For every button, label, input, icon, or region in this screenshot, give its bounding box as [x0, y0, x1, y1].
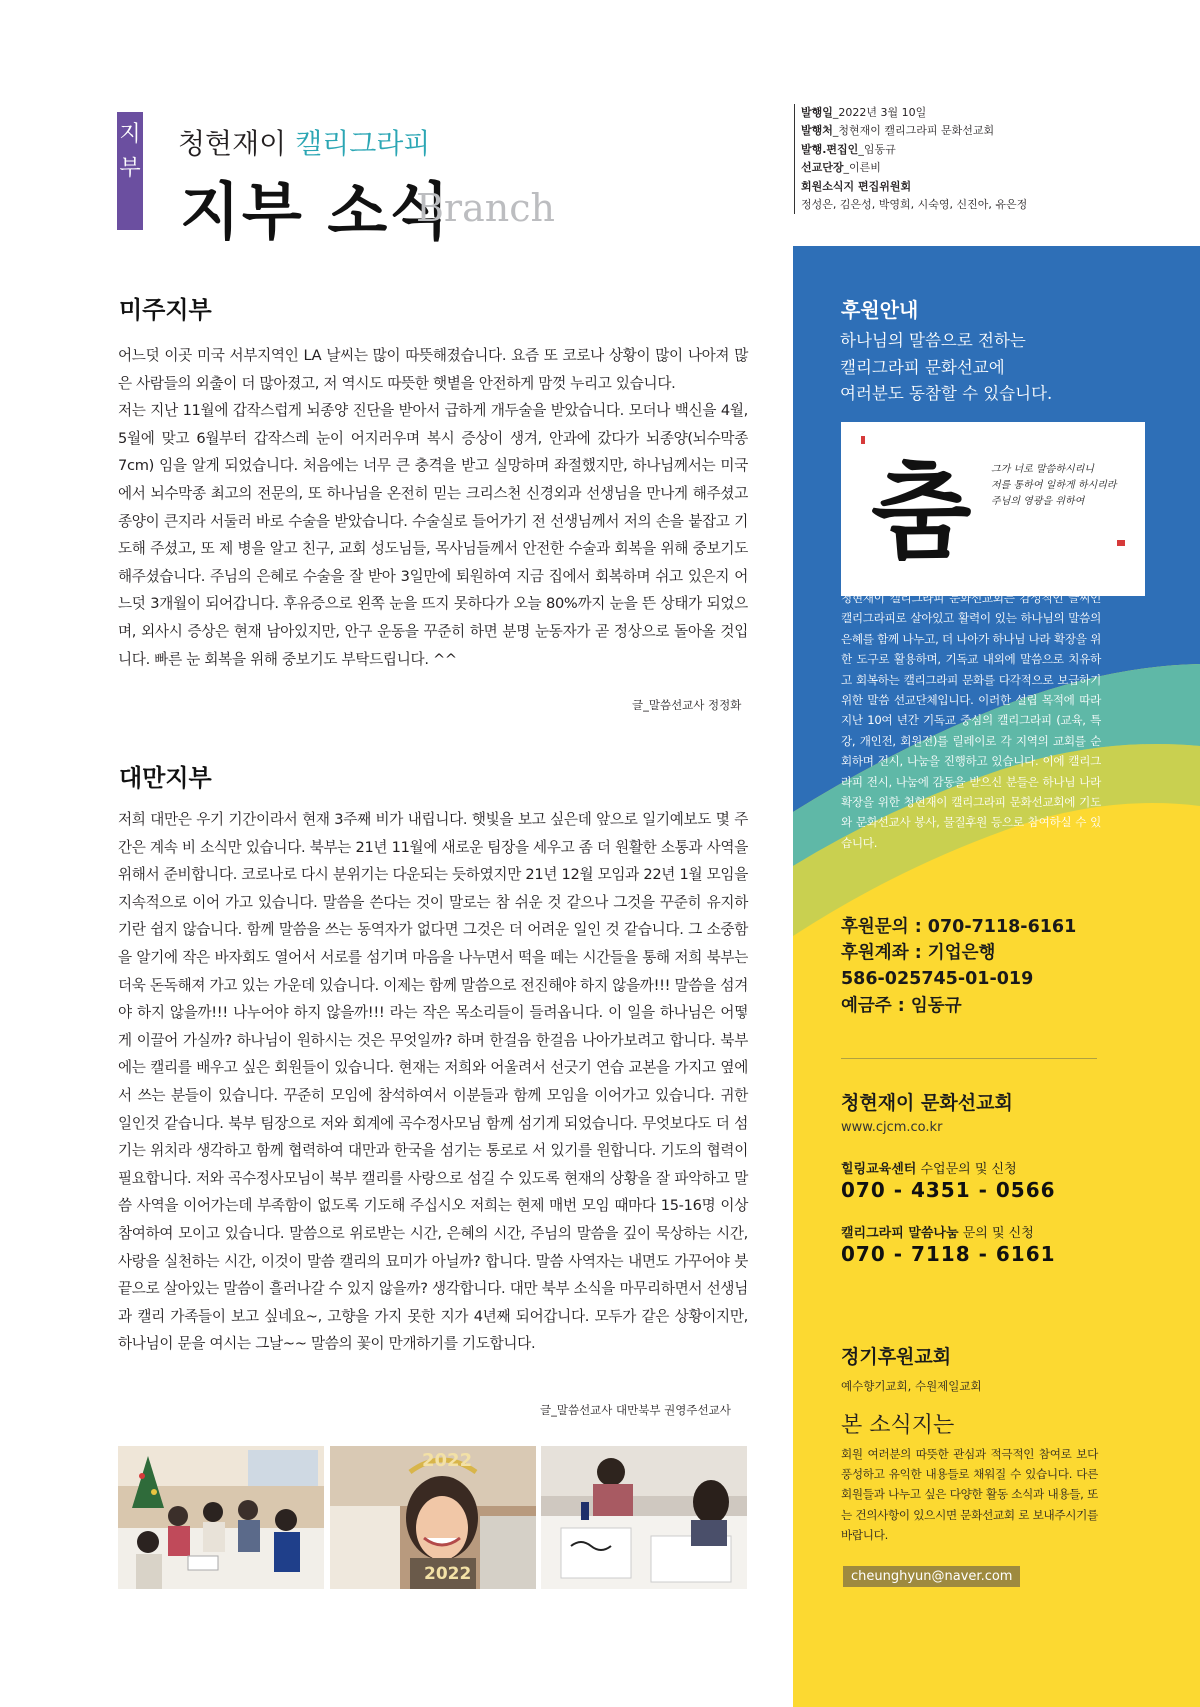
page-title: 지부 소식	[180, 175, 452, 248]
badge-top-char: 지	[119, 122, 141, 147]
healing-center-phone[interactable]: 070 - 4351 - 0566	[841, 1178, 1056, 1202]
contact-line: 예금주 : 임동규	[841, 995, 962, 1016]
header-subtitle	[178, 122, 430, 162]
colophon-committee-members: 정성은, 김은성, 박영희, 시숙영, 신진아, 유은정	[801, 198, 1028, 212]
org-url[interactable]: www.cjcm.co.kr	[841, 1120, 943, 1135]
us-branch-paragraph: 어느덧 이곳 미국 서부지역인 LA 날씨는 많이 따뜻해졌습니다. 요즘 또 코로나 상황이 많이 나아져 많은 사람들의 외출이 더 많아졌고, 저 역시도 따뜻한 햇볕을 안전하게 맘껏 누리고 있습니다.	[118, 347, 748, 392]
org-name: 청현재이 문화선교회	[841, 1092, 1013, 1114]
support-title: 후원안내	[841, 298, 919, 322]
support-intro	[840, 328, 1160, 408]
calligraphy-main-glyph: 춤	[871, 450, 972, 573]
colophon-publisher: 발행처_청현재이 캘리그라피 문화선교회	[801, 124, 995, 138]
newsletter-note-text: 회원 여러분의 따뜻한 관심과 적극적인 참여로 보다 풍성하고 유익한 내용들로 채워질 수 있습니다. 다른회원들과 나누고 싶은 다양한 활동 소식과 내용들, 또는 건의사항이 있으시면 문화선교회 로 보내주시기를 바랍니다.	[841, 1447, 1098, 1542]
sponsor-churches-title: 정기후원교회	[841, 1346, 952, 1368]
support-intro-line: 하나님의 말씀으로 전하는	[840, 331, 1026, 350]
panel-content	[793, 246, 1200, 1707]
colophon-date: 발행일_2022년 3월 10일	[801, 106, 927, 119]
branch-badge	[117, 112, 143, 230]
contact-line: 후원문의 : 070-7118-6161	[841, 917, 1077, 937]
colophon-leader: 선교단장_이른비	[801, 161, 881, 175]
colophon-committee-label: 회원소식지 편집위원회	[801, 179, 912, 193]
calligraphy-seal-mark	[861, 436, 865, 444]
tw-branch-title: 대만지부	[119, 764, 212, 792]
tw-branch-paragraph: 저희 대만은 우기 기간이라서 현재 3주째 비가 내립니다. 햇빛을 보고 싶은데 앞으로 일기예보도 몇 주간은 계속 비 소식만 있습니다. 북부는 21년 11월에 새로운 팀장을 세우고 좀 더 원활한 소통과 사역을 위해서 준비합니다. 코로나로 다시 분위기는 다운되는 듯하였지만 21년 12월 모임과 22년 1월 모임을 지속적으로 이어 가고 있습니다. 말씀을 쓴다는 것이 말로는 참 쉬운 것 같으나 그것을 꾸준히 유지하기란 쉽지 않습니다. 함께 말씀을 쓰는 동역자가 없다면 그것은 더 어려운 일인 것 같습니다. 그 소중함을 알기에 작은 바자회도 열어서 서로를 섬기며 마음을 나누면서 떡을 떼는 시간들을 통해 저희 북부는 더욱 돈독해져 가고 있는 가운데 있습니다. 이제는 함께 말씀으로 전진해야 하지 않을까!!! 말씀을 섬겨야 하지 않을까!!! 나누어야 하지 않을까!!! 라는 작은 목소리들이 들려옵니다. 이 일을 하나님은 어떻게 이끌어 가실까? 하나님이 원하시는 것은 무엇일까? 하며 한걸음 한걸음 나아가보려고 합니다. 북부에는 캘리를 배우고 싶은 회원들이 있습니다. 현재는 저희와 어울려서 선긋기 연습 교본을 가지고 옆에서 쓰는 분들이 있습니다. 꾸준히 모임에 참석하여서 이분들과 함께 모임을 이어가고 있습니다. 귀한 일인것 같습니다. 북부 팀장으로 저와 회계에 곡수정사모님 함께 섬기게 되었습니다. 무엇보다도 더 섬기는 위치라 생각하고 함께 협력하여 대만과 한국을 섬기는 통로로 서 있기를 원합니다. 기도의 협력이 필요합니다. 저와 곡수정사모님이 북부 캘리를 사랑으로 섬길 수 있도록 현재의 상황을 잘 파악하고 말씀 사역을 이어가는데 부족함이 없도록 기도해 주십시오 저희는 현제 매번 모임 때마다 15-16명 이상 참여하여 모이고 있습니다. 말씀으로 위로받는 시간, 은혜의 시간, 주님의 말씀을 깊이 묵상하는 시간, 사랑을 실천하는 시간, 이것이 말씀 캘리의 묘미가 아닐까? 합니다. 말씀 사역자는 내면도 가꾸어야 붓끝으로 살아있는 말씀이 흘러나갈 수 있지 않을까? 생각합니다. 대만 북부 소식을 마무리하면서 선생님과 캘리 가족들이 보고 싶네요~, 고향을 가지 못한 지가 4년째 되어갑니다. 모두가 같은 상황이지만, 하나님이 문을 여시는 그날~~ 말씀의 꽃이 만개하기를 기도합니다.	[118, 811, 748, 1353]
photo-selfie	[330, 1446, 536, 1589]
support-intro-line: 여러분도 동참할 수 있습니다.	[840, 384, 1053, 403]
header-subtitle-prefix: 청현재이	[178, 127, 296, 160]
support-description: 청현재이 캘리그라피 문화선교회는 감성적인 글씨인 캘리그라피로 살아있고 활력이 있는 하나님의 말씀의 은혜를 함께 나누고, 더 나아가 하나님 나라 확장을 위한 도구로 활용하며, 기독교 내외에 말씀으로 치유하고 회복하는 캘리그라피 문화를 다각적으로 보급하기 위한 말씀 선교단체입니다. 이러한 설립 목적에 따라 지난 10여 년간 기독교 중심의 캘리그라피 (교육, 특강, 개인전, 회원전)를 릴레이로 각 지역의 교회를 순회하며 전시, 나눔을 진행하고 있습니다. 이에 캘리그라피 전시, 나눔에 감동을 받으신 분들은 하나님 나라 확장을 위한 청현재이 캘리그라피 문화선교회에 기도와 문화선교사 봉사, 물질후원 등으로 참여하실 수 있습니다.	[841, 591, 1101, 850]
calligraphy-artwork	[841, 422, 1145, 596]
photo-writing-practice	[541, 1446, 747, 1589]
newsletter-note-title: 본 소식지는	[841, 1413, 955, 1438]
badge-bottom-char: 부	[119, 156, 141, 181]
photo-badge-top: 2022	[422, 1450, 473, 1471]
header-subtitle-accent: 캘리그라피	[295, 127, 431, 160]
calligraphy-stamp	[1117, 540, 1125, 546]
support-panel	[793, 246, 1200, 1707]
support-contact	[841, 914, 1076, 1019]
calligraphy-class-phone[interactable]: 070 - 7118 - 6161	[841, 1242, 1056, 1266]
healing-center-label: 힐링교육센터 수업문의 및 신청	[841, 1162, 1017, 1177]
tw-branch-body	[118, 806, 748, 1358]
colophon	[794, 104, 1174, 214]
page-title-english: Branch	[416, 186, 555, 230]
colophon-editor: 발행.편집인_임동규	[801, 142, 896, 156]
contact-email[interactable]: cheunghyun@naver.com	[843, 1566, 1020, 1587]
photo-group-meeting	[118, 1446, 324, 1589]
contact-line: 후원계좌 : 기업은행	[841, 943, 996, 964]
photo-badge-bottom: 2022	[424, 1564, 472, 1584]
us-branch-title: 미주지부	[119, 296, 212, 324]
sponsor-churches-list: 예수향기교회, 수원제일교회	[841, 1379, 982, 1393]
calligraphy-verse: 그가 너로 말씀하시리니 저를 통하여 일하게 하시리라 주님의 영광을 위하여	[991, 464, 1117, 507]
calligraphy-class-label: 캘리그라피 말씀나눔 문의 및 신청	[841, 1226, 1034, 1241]
panel-divider	[841, 1058, 1097, 1059]
us-branch-byline: 글_말씀선교사 정정화	[632, 698, 742, 712]
support-intro-line: 캘리그라피 문화선교에	[840, 357, 1005, 377]
tw-branch-byline: 글_말씀선교사 대만북부 권영주선교사	[540, 1403, 731, 1417]
contact-line: 586-025745-01-019	[841, 969, 1034, 990]
us-branch-body	[118, 342, 748, 673]
us-branch-paragraph: 저는 지난 11월에 갑작스럽게 뇌종양 진단을 받아서 급하게 개두술을 받았습니다. 모더나 백신을 4월, 5월에 맞고 6월부터 갑작스레 눈이 어지러우며 복시 증상이 생겨, 안과에 갔다가 뇌종양(뇌수막종 7cm) 임을 알게 되었습니다. 처음에는 너무 큰 충격을 받고 실망하며 좌절했지만, 하나님께서는 미국에서 뇌수막종 최고의 전문의, 또 하나님을 온전히 믿는 크리스천 신경외과 선생님을 만나게 해주셨고 종양이 큰지라 서둘러 바로 수술을 받았습니다. 수술실로 들어가기 전 선생님께서 저의 손을 붙잡고 기도해 주셨고, 또 제 병을 알고 친구, 교회 성도님들, 목사님들께서 안전한 수술과 회복을 위해 중보기도 해주셨습니다. 주님의 은혜로 수술을 잘 받아 3일만에 퇴원하여 지금 집에서 회복하며 쉬고 있은지 어느덧 3개월이 되어갑니다. 후유증으로 왼쪽 눈을 뜨지 못하다가 오늘 80%까지 눈을 뜬 상태가 되었으며, 외사시 증상은 현재 남아있지만, 안구 운동을 꾸준히 하면 분명 눈동자가 곧 정상으로 돌아올 것입니다. 빠른 눈 회복을 위해 중보기도 부탁드립니다. ^^	[118, 402, 748, 668]
